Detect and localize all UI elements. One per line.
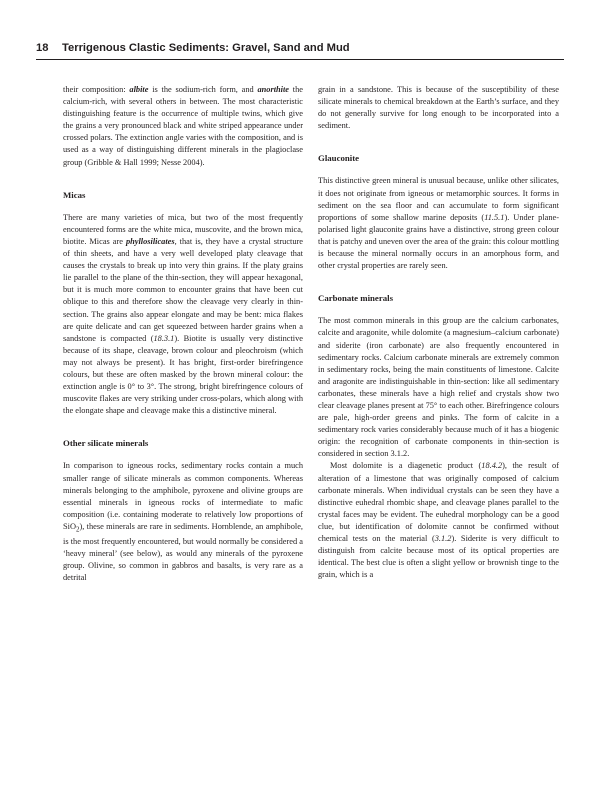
paragraph-micas: [63, 212, 303, 418]
right-column: [318, 84, 559, 581]
text-run: Most dolomite is a diagenetic product (: [330, 461, 482, 471]
text-run: ). Biotite is usually very distinctive because of its shape, cleavage, brown colour and pleochroism (which may not always be present). It has bright, first-order birefringence colours, but these are often masked by the brown mineral colour: the extinction angle is 0° to 3°. The strong, bright birefringence colours of muscovite flakes are very striking under cross-polars, which along with the elongate shape and cleavage make this a distinctive mineral.: [63, 333, 303, 416]
running-title: Terrigenous Clastic Sediments: Gravel, Sand and Mud: [62, 42, 350, 54]
page-number: 18: [36, 42, 49, 54]
running-head: [36, 42, 564, 54]
section-reference: 18.3.1: [153, 333, 175, 343]
term-albite: albite: [129, 85, 149, 94]
text-run: the calcium-rich, with several others in between. The most characteristic distinguishing feature is the occurrence of multiple twins, which give the grains a very pronounced black and white striped appearance under crossed polars. The extinction angle varies with the composition, and is used as a way of distinguishing different minerals in the plagioclase group (Gribble & Hall 1999; Nesse 2004).: [63, 85, 303, 167]
paragraph-glauconite: [318, 175, 559, 272]
subscript-2: 2: [75, 525, 80, 534]
text-run: ), these minerals are rare in sediments. Hornblende, an amphibole, is the most frequently encountered, but would normally be considered a ‘heavy mineral’ (see below), as would any minerals of the pyroxene group. Olivine, so common in gabbros and basalts, is very rare as a detrital: [63, 521, 303, 582]
text-run: This distinctive green mineral is unusual because, unlike other silicates, it does not originate from igneous or metamorphic sources. It forms in sediment on the sea floor and can accumulate to form significant proportions of some shallow marine deposits (: [318, 176, 559, 222]
text-run: ), the result of alteration of a limestone that was originally composed of calcium carbonate minerals. When individual crystals can be seen they have a distinctive euhedral rhombic shape, and cleavage planes parallel to the crystal faces may be evident. The euhedral morphology can be a good clue, but identification of dolomite cannot be confirmed without chemical tests on the material (: [318, 461, 560, 543]
section-reference: 18.4.2: [481, 461, 503, 471]
heading-glauconite: Glauconite: [318, 153, 360, 164]
left-column: [63, 84, 303, 584]
heading-other-silicate-minerals: Other silicate minerals: [63, 438, 149, 449]
text-run: their composition:: [63, 85, 130, 94]
paragraph-other-silicates: [63, 460, 303, 584]
section-reference: 3.1.2: [434, 534, 452, 543]
text-run: In comparison to igneous rocks, sedimentary rocks contain a much smaller range of silicate minerals as common components. Whereas minerals belonging to the amphibole, pyroxene and olivine groups are essential minerals in igneous rocks of intermediate to mafic composition (i.e. containing moderate to relatively low proportions of SiO: [63, 461, 303, 531]
term-phyllosilicates: phyllosilicates: [125, 236, 175, 246]
text-run: ). Siderite is very difficult to distinguish from calcite because most of its optical properties are identical. The best clue is often a slight yellow or brownish tinge to the grain, which is a: [318, 534, 560, 580]
heading-micas: Micas: [63, 189, 86, 200]
section-reference: 11.5.1: [484, 212, 505, 222]
paragraph-dolomite: [318, 460, 559, 581]
paragraph-plagioclase: [63, 84, 303, 169]
text-run: is the sodium-rich form, and: [148, 85, 258, 94]
text-run: ). Under plane-polarised light glauconite grains have a distinctive, strong green colour that is patchy and uneven over the area of the grain: this colour mottling is because the mineral normally occurs in an amorphous form, and other crystal properties are rarely seen.: [318, 212, 559, 271]
term-anorthite: anorthite: [257, 85, 290, 94]
header-rule: [36, 59, 564, 60]
heading-carbonate-minerals: Carbonate minerals: [318, 293, 394, 304]
paragraph-continued: grain in a sandstone. This is because of the susceptibility of these silicate minerals to chemical breakdown at the Earth’s surface, and they do not generally survive for long enough to be incorporated into a sediment.: [318, 85, 559, 131]
text-run: , that is, they have a crystal structure of thin sheets, and have a very well developed platy cleavage that causes the crystals to break up into very thin grains. If the platy grains lie parallel to the plane of the thin-section, they will appear hexagonal, but it is much more common to encounter grains that have been cut oblique to this and therefore show the cleavage very clearly in thin-section. The grains also appear elongate and may be bent: mica flakes are quite delicate and can get squeezed between harder grains when a sandstone is compacted (: [63, 236, 303, 343]
text-run: There are many varieties of mica, but two of the most frequently encountered forms are the white mica, muscovite, and the brown mica, biotite. Micas are: [63, 212, 303, 246]
paragraph-carbonates: The most common minerals in this group are the calcium carbonates, calcite and aragonite, while dolomite (a magnesium–calcium carbonate) and siderite (iron carbonate) are also frequently encountered in sedimentary rocks. Calcium carbonate minerals are extremely common in sedimentary rocks, being the main constituents of limestone. Calcite and aragonite are indistinguishable in thin-section: like all sedimentary carbonates, these minerals have a high relief and crystals show two clear cleavage planes present at 75° to each other. Birefringence colours are pale, high-order greens and pinks. The form of calcite in a sedimentary rock varies considerably because much of it has a biogenic origin: the recognition of carbonate components in thin-section is considered in section 3.1.2.: [318, 316, 559, 459]
